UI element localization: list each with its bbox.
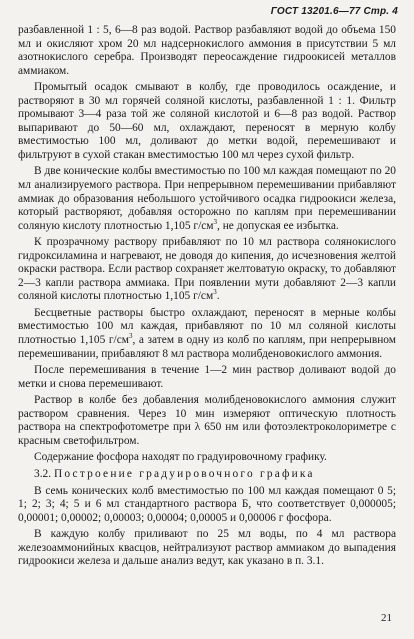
paragraph-3: [18, 165, 396, 233]
section-heading: [18, 468, 396, 482]
paragraph-5-text-a: Бесцветные растворы быстро охлаждают, переносят в мерные колбы вместимостью 100 мл каждая, прибавляют по 10 мл соляной кислоты плотностью 1,105 г/см: [18, 306, 396, 347]
paragraph-5-superscript: 3: [128, 332, 133, 341]
paragraph-10: В семь конических колб вместимостью по 100 мл каждая помещают 0 5; 1; 2; 3; 4; 5 и 6 мл стандартного раствора Б, что соответствует 0,000005; 0,00001; 0,00002; 0,00003; 0,00004; 0,00005 и 0,00006 г фосфора.: [18, 484, 396, 524]
paragraph-5-text-b: , а затем в одну из колб по каплям, при непрерывном перемешивании, прибавляют 8 мл раствора молибденовокислого аммония.: [18, 334, 396, 360]
paragraph-1: разбавленной 1 : 5, 6—8 раз водой. Раствор разбавляют водой до объема 150 мл и окисляют хром 20 мл надсернокислого аммония в присутствии 5 мл азотнокислого серебра. Производят переосаждение гидроокисей металлов аммиаком.: [18, 24, 396, 77]
paragraph-6: После перемешивания в течение 1—2 мин раствор доливают водой до метки и снова перемешивают.: [18, 364, 396, 390]
section-number: 3.2.: [34, 467, 52, 480]
paragraph-4: [18, 236, 396, 304]
paragraph-2: Промытый осадок смывают в колбу, где проводилось осаждение, и растворяют в 30 мл горячей соляной кислоты, разбавленной 1 : 1. Фильтр промывают 3—4 раза той же соляной кислотой и 6—8 раз водой. Раствор выпаривают до 50—60 мл, охлаждают, переносят в мерную колбу вместимостью 100 мл, доливают до метки водой, перемешивают и фильтруют в сухой стакан вместимостью 100 мл через сухой фильтр.: [18, 81, 396, 161]
paragraph-4-text: К прозрачному раствору прибавляют по 10 мл раствора солянокислого гидроксиламина и нагревают, не доводя до кипения, до исчезновения желтой окраски раствора. Если раствор сохраняет желтоватую окраску, то добавляют 2—3 капли раствора аммиака. При появлении мути добавляют 2—3 капли соляной кислоты плотностью 1,105 г/см: [18, 236, 396, 303]
paragraph-8: Содержание фосфора находят по градуировочному графику.: [34, 451, 327, 464]
paragraph-3-superscript: 3: [213, 217, 217, 226]
paragraph-5: [18, 307, 396, 361]
paragraph-11: В каждую колбу приливают по 25 мл воды, по 4 мл раствора железоаммонийных квасцов, нейтрализуют раствор аммиаком до выпадения гидроокиси железа и дальше анализ ведут, как указано в п. 3.1.: [18, 528, 396, 568]
document-header: ГОСТ 13201.6—77 Стр. 4: [270, 6, 398, 17]
paragraph-4-end: .: [216, 290, 220, 303]
document-body: [18, 24, 396, 572]
section-title: Построение градуировочного графика: [53, 467, 315, 480]
paragraph-3-end: , не допуская ее избытка.: [217, 219, 339, 232]
page-number: 21: [381, 612, 392, 624]
paragraph-7: Раствор в колбе без добавления молибденовокислого аммония служит раствором сравнения. Через 10 мин измеряют оптическую плотность раствора на спектрофотометре при λ 650 нм или фотоэлектроколориметре с красным светофильтром.: [18, 394, 396, 447]
paragraph-3-text: В две конические колбы вместимостью по 100 мл каждая помещают по 20 мл анализируемого раствора. При непрерывном перемешивании прибавляют аммиак до образования небольшого устойчивого осадка гидроокиси железа, который растворяют, добавляя осторожно по каплям при перемешивании соляную кислоту плотностью 1,105 г/см: [18, 165, 396, 232]
paragraph-4-superscript: 3: [213, 288, 217, 297]
